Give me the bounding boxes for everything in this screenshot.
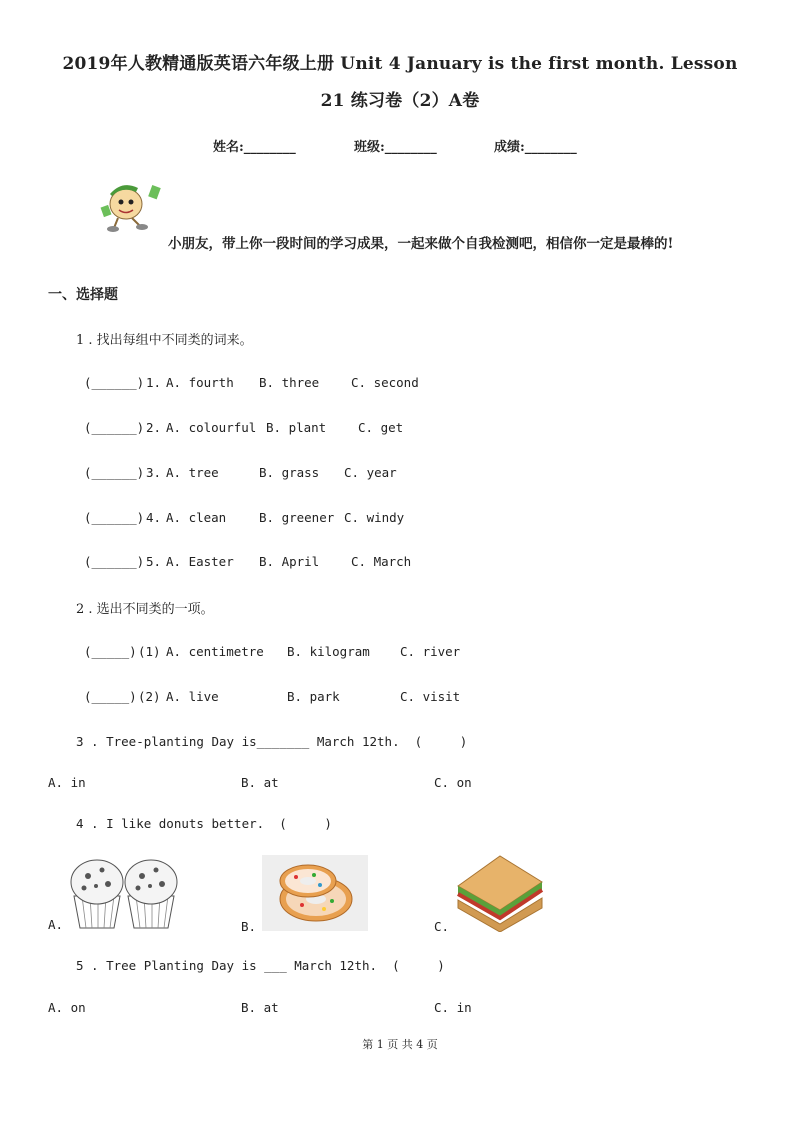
answer-blank[interactable]: (_____) <box>84 689 137 704</box>
option-b: B. greener <box>259 510 335 525</box>
title-line-1: 2019年人教精通版英语六年级上册 Unit 4 January is the first month. Lesson <box>62 54 738 74</box>
item-number: (2) <box>138 689 161 704</box>
q4-option-c[interactable]: C. <box>434 919 450 934</box>
page-footer: 第 1 页 共 4 页 <box>362 1038 438 1051</box>
sandwich-picture <box>454 852 546 932</box>
question-2-stem: 2 . 选出不同类的一项。 <box>76 602 214 617</box>
q5-option-a[interactable]: A. on <box>48 1000 86 1015</box>
option-b: B. grass <box>259 465 320 480</box>
answer-blank[interactable]: (______) <box>84 465 145 480</box>
option-b: B. park <box>287 689 340 704</box>
answer-blank[interactable]: (______) <box>84 420 145 435</box>
item-number: 5. <box>146 554 162 569</box>
document-title <box>40 46 760 120</box>
option-c: C. March <box>351 554 412 569</box>
score-field[interactable]: 成绩:________ <box>494 140 577 155</box>
question-3-stem: 3 . Tree-planting Day is_______ March 12th. ( ) <box>76 734 468 749</box>
q4-option-b[interactable]: B. <box>241 919 257 934</box>
option-b: B. April <box>259 554 320 569</box>
q3-option-c[interactable]: C. on <box>434 775 472 790</box>
item-number: (1) <box>138 644 161 659</box>
q5-option-c[interactable]: C. in <box>434 1000 472 1015</box>
option-b: B. kilogram <box>287 644 370 659</box>
option-a: A. centimetre <box>166 644 264 659</box>
q4-option-a[interactable]: A. <box>48 917 64 932</box>
option-a: A. Easter <box>166 554 234 569</box>
answer-blank[interactable]: (______) <box>84 554 145 569</box>
option-a: A. live <box>166 689 219 704</box>
answer-blank[interactable]: (______) <box>84 375 145 390</box>
mascot-illustration <box>100 178 164 234</box>
option-a: A. fourth <box>166 375 234 390</box>
q3-option-b[interactable]: B. at <box>241 775 279 790</box>
option-c: C. windy <box>344 510 405 525</box>
answer-blank[interactable]: (_____) <box>84 644 137 659</box>
question-5-stem: 5 . Tree Planting Day is ___ March 12th. ( ) <box>76 958 445 973</box>
name-field[interactable]: 姓名:________ <box>213 140 296 155</box>
question-1-stem: 1 . 找出每组中不同类的词来。 <box>76 333 253 348</box>
question-4-stem: 4 . I like donuts better. ( ) <box>76 816 332 831</box>
donuts-picture <box>262 855 368 931</box>
option-a: A. colourful <box>166 420 257 435</box>
option-c: C. year <box>344 465 397 480</box>
class-field[interactable]: 班级:________ <box>354 140 437 155</box>
encouragement-text: 小朋友，带上你一段时间的学习成果，一起来做个自我检测吧，相信你一定是最棒的! <box>168 236 674 252</box>
q3-option-a[interactable]: A. in <box>48 775 86 790</box>
muffins-picture <box>68 856 178 932</box>
item-number: 4. <box>146 510 162 525</box>
option-c: C. get <box>358 420 404 435</box>
option-b: B. plant <box>266 420 327 435</box>
option-c: C. visit <box>400 689 461 704</box>
option-a: A. clean <box>166 510 227 525</box>
item-number: 2. <box>146 420 162 435</box>
item-number: 1. <box>146 375 162 390</box>
section-heading-choice: 一、选择题 <box>48 287 118 303</box>
option-c: C. river <box>400 644 461 659</box>
option-b: B. three <box>259 375 320 390</box>
q5-option-b[interactable]: B. at <box>241 1000 279 1015</box>
title-line-2: 21 练习卷（2）A卷 <box>320 91 480 111</box>
item-number: 3. <box>146 465 162 480</box>
answer-blank[interactable]: (______) <box>84 510 145 525</box>
option-c: C. second <box>351 375 419 390</box>
option-a: A. tree <box>166 465 219 480</box>
